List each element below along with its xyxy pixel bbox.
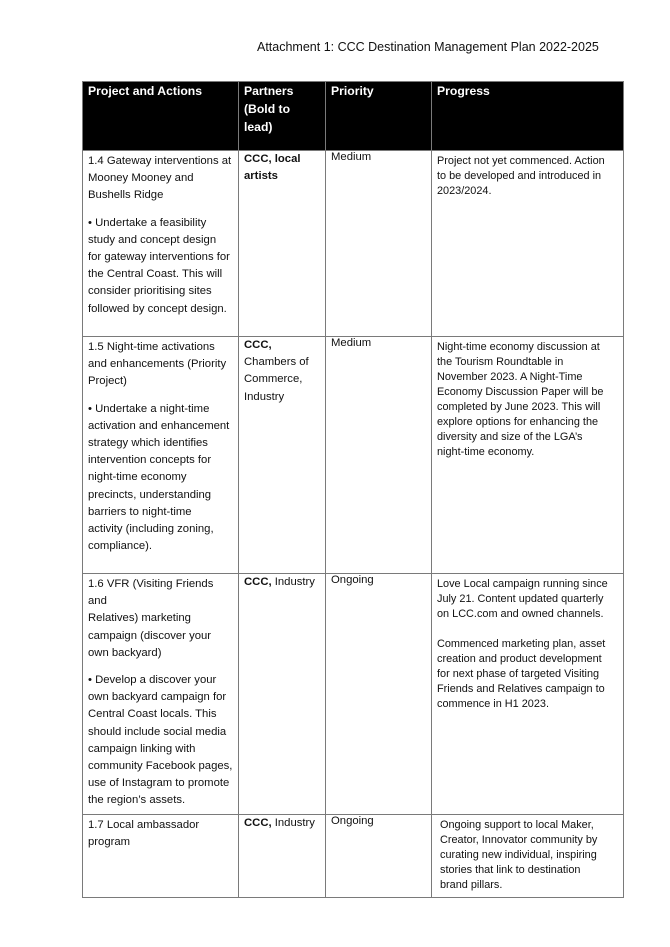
progress-cell xyxy=(432,151,624,337)
project-cell xyxy=(83,574,239,815)
project-title: 1.6 VFR (Visiting Friends and Relatives) marketing campaign (discover your own backyard) xyxy=(88,578,214,659)
priority-cell: Medium xyxy=(326,337,432,574)
partners-cell xyxy=(239,151,326,337)
partners-other: Industry xyxy=(271,576,315,588)
project-cell xyxy=(83,151,239,337)
partners-lead: CCC, xyxy=(244,576,272,588)
project-title: 1.4 Gateway interventions at Mooney Mooney and Bushells Ridge xyxy=(88,155,232,202)
project-cell xyxy=(83,337,239,574)
progress-cell xyxy=(432,337,624,574)
partners-other: Chambers of Commerce, Industry xyxy=(244,356,309,403)
table-row xyxy=(83,151,624,337)
partners-cell xyxy=(239,814,326,897)
project-title: 1.7 Local ambassador program xyxy=(88,818,200,848)
project-action: • Undertake a feasibility study and concept design for gateway interventions for the Central Coast. This will consider prioritising sites followed by concept design. xyxy=(88,216,230,315)
partners-lead: CCC, xyxy=(244,339,272,351)
table-row xyxy=(83,337,624,574)
progress-text: Project not yet commenced. Action to be developed and introduced in 2023/2024. xyxy=(437,155,605,197)
destination-plan-table xyxy=(82,81,624,898)
table-row xyxy=(83,574,624,815)
progress-text: Ongoing support to local Maker, Creator, Innovator community by curating new individual, inspiring stories that link to destination brand pillars. xyxy=(440,818,598,891)
priority-cell: Medium xyxy=(326,151,432,337)
progress-text: Love Local campaign running since July 21. Content updated quarterly on LCC.com and owned channels. xyxy=(437,578,608,620)
priority-cell: Ongoing xyxy=(326,574,432,815)
column-header-priority: Priority xyxy=(326,82,432,151)
page-header-title: Attachment 1: CCC Destination Management Plan 2022-2025 xyxy=(257,40,599,54)
partners-lead: CCC, xyxy=(244,816,272,829)
project-title: 1.5 Night-time activations and enhancements (Priority Project) xyxy=(88,341,227,388)
column-header-partners: Partners (Bold to lead) xyxy=(239,82,326,151)
progress-cell xyxy=(432,814,624,897)
table-row xyxy=(83,814,624,897)
partners-cell xyxy=(239,337,326,574)
project-cell xyxy=(83,814,239,897)
project-action: • Undertake a night-time activation and enhancement strategy which identifies intervention concepts for night-time economy precincts, understanding barriers to night-time activity (including zoning, compliance). xyxy=(88,402,230,553)
progress-text: Night-time economy discussion at the Tourism Roundtable in November 2023. A Night-Time Economy Discussion Paper will be completed by June 2023. This will explore options for enhancing the diversity and size of the LGA’s night-time economy. xyxy=(437,341,604,458)
partners-lead: CCC, local artists xyxy=(244,153,301,183)
priority-cell: Ongoing xyxy=(326,814,432,897)
partners-other: Industry xyxy=(271,816,315,829)
partners-cell xyxy=(239,574,326,815)
progress-cell xyxy=(432,574,624,815)
progress-text: Commenced marketing plan, asset creation and product development for next phase of targeted Visiting Friends and Relatives campaign to commence in H1 2023. xyxy=(437,638,606,710)
column-header-project: Project and Actions xyxy=(83,82,239,151)
column-header-progress: Progress xyxy=(432,82,624,151)
project-action: • Develop a discover your own backyard campaign for Central Coast locals. This should include social media campaign linking with community Facebook pages, use of Instagram to promote the region’s assets. xyxy=(88,674,233,807)
table-header-row xyxy=(83,82,624,151)
